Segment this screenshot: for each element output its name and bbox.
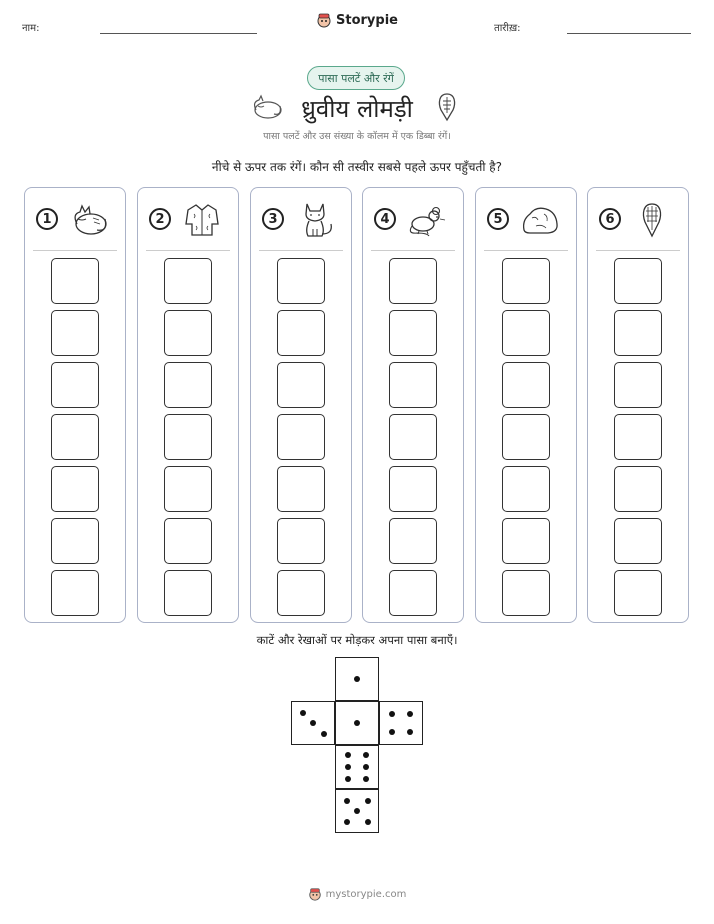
- dice-pip: [389, 729, 395, 735]
- dice-pip: [407, 729, 413, 735]
- dice-pip: [345, 764, 351, 770]
- rock-icon: [520, 202, 560, 238]
- column-number: 2: [149, 208, 171, 230]
- storypie-mascot-icon: [308, 887, 322, 901]
- color-box[interactable]: [164, 258, 212, 304]
- column-divider: [484, 250, 568, 251]
- column-2: [137, 187, 239, 623]
- date-label: तारीख़:: [494, 23, 521, 34]
- column-1: [24, 187, 126, 623]
- color-box[interactable]: [164, 570, 212, 616]
- column-3: [250, 187, 352, 623]
- dice-pip: [363, 776, 369, 782]
- color-box[interactable]: [502, 414, 550, 460]
- snowshoe-icon: [632, 202, 672, 238]
- name-label: नाम:: [22, 23, 40, 34]
- column-4: [362, 187, 464, 623]
- color-box[interactable]: [51, 414, 99, 460]
- color-box[interactable]: [277, 362, 325, 408]
- cut-instruction: काटें और रेखाओं पर मोड़कर अपना पासा बनाएँ।: [256, 633, 458, 647]
- color-box[interactable]: [277, 414, 325, 460]
- dice-face-right: [379, 701, 423, 745]
- dice-pip: [354, 808, 360, 814]
- column-divider: [33, 250, 117, 251]
- color-box[interactable]: [502, 570, 550, 616]
- column-number: 5: [487, 208, 509, 230]
- color-box[interactable]: [502, 310, 550, 356]
- sitting-fox-icon: [295, 202, 335, 238]
- column-5: [475, 187, 577, 623]
- dice-pip: [345, 776, 351, 782]
- color-box[interactable]: [164, 518, 212, 564]
- dice-pip: [365, 819, 371, 825]
- color-box[interactable]: [389, 362, 437, 408]
- color-box[interactable]: [389, 466, 437, 512]
- column-header: [476, 202, 576, 238]
- name-line[interactable]: [100, 33, 257, 34]
- color-box[interactable]: [164, 362, 212, 408]
- dice-pip: [300, 710, 306, 716]
- color-box[interactable]: [614, 414, 662, 460]
- page-subtitle: पासा पलटें और उस संख्या के कॉलम में एक डिब्बा रंगें।: [263, 131, 451, 142]
- color-box[interactable]: [389, 258, 437, 304]
- color-box[interactable]: [277, 258, 325, 304]
- dice-pip: [407, 711, 413, 717]
- color-box[interactable]: [614, 570, 662, 616]
- color-box[interactable]: [51, 258, 99, 304]
- storypie-mascot-icon: [316, 12, 332, 28]
- dice-pip: [310, 720, 316, 726]
- color-box[interactable]: [614, 258, 662, 304]
- column-divider: [371, 250, 455, 251]
- color-box[interactable]: [502, 518, 550, 564]
- dice-face-back: [335, 789, 379, 833]
- color-box[interactable]: [389, 518, 437, 564]
- dice-face-center: [335, 701, 379, 745]
- dice-face-top: [335, 657, 379, 701]
- dice-pip: [365, 798, 371, 804]
- date-line[interactable]: [567, 33, 691, 34]
- dice-pip: [344, 798, 350, 804]
- column-divider: [146, 250, 230, 251]
- column-number: 1: [36, 208, 58, 230]
- page-title: ध्रुवीय लोमड़ी: [301, 95, 413, 123]
- color-box[interactable]: [164, 310, 212, 356]
- dice-pip: [321, 731, 327, 737]
- dice-pip: [354, 720, 360, 726]
- color-box[interactable]: [51, 518, 99, 564]
- color-box[interactable]: [51, 310, 99, 356]
- color-box[interactable]: [51, 466, 99, 512]
- mouse-icon: [407, 202, 447, 238]
- dice-pip: [363, 764, 369, 770]
- fur-coat-icon: [182, 202, 222, 238]
- color-box[interactable]: [614, 518, 662, 564]
- column-header: [138, 202, 238, 238]
- sleeping-fox-icon: [69, 202, 109, 238]
- color-box[interactable]: [614, 466, 662, 512]
- column-number: 6: [599, 208, 621, 230]
- color-box[interactable]: [164, 414, 212, 460]
- brand-logo: [0, 12, 714, 28]
- color-box[interactable]: [502, 362, 550, 408]
- column-divider: [596, 250, 680, 251]
- color-box[interactable]: [277, 570, 325, 616]
- footer-url[interactable]: mystorypie.com: [325, 888, 407, 900]
- column-header: [251, 202, 351, 238]
- color-box[interactable]: [51, 362, 99, 408]
- snowshoe-title-icon: [436, 92, 458, 122]
- color-box[interactable]: [389, 310, 437, 356]
- color-box[interactable]: [502, 466, 550, 512]
- color-box[interactable]: [389, 414, 437, 460]
- color-box[interactable]: [277, 466, 325, 512]
- color-box[interactable]: [277, 518, 325, 564]
- dice-pip: [354, 676, 360, 682]
- column-header: [588, 202, 688, 238]
- color-box[interactable]: [51, 570, 99, 616]
- column-6: [587, 187, 689, 623]
- dice-pip: [363, 752, 369, 758]
- dice-face-left: [291, 701, 335, 745]
- dice-pip: [344, 819, 350, 825]
- dice-face-bottom: [335, 745, 379, 789]
- brand-name: Storypie: [336, 12, 398, 28]
- color-box[interactable]: [614, 362, 662, 408]
- column-number: 3: [262, 208, 284, 230]
- column-header: [25, 202, 125, 238]
- instruction-text: नीचे से ऊपर तक रंगें। कौन सी तस्वीर सबसे पहले ऊपर पहुँचती है?: [211, 160, 503, 174]
- column-header: [363, 202, 463, 238]
- color-box[interactable]: [164, 466, 212, 512]
- color-box[interactable]: [614, 310, 662, 356]
- column-number: 4: [374, 208, 396, 230]
- dice-pip: [345, 752, 351, 758]
- color-box[interactable]: [502, 258, 550, 304]
- dice-pip: [389, 711, 395, 717]
- color-box[interactable]: [277, 310, 325, 356]
- column-divider: [259, 250, 343, 251]
- activity-badge: पासा पलटें और रंगें: [307, 66, 405, 90]
- color-box[interactable]: [389, 570, 437, 616]
- footer: [0, 887, 714, 901]
